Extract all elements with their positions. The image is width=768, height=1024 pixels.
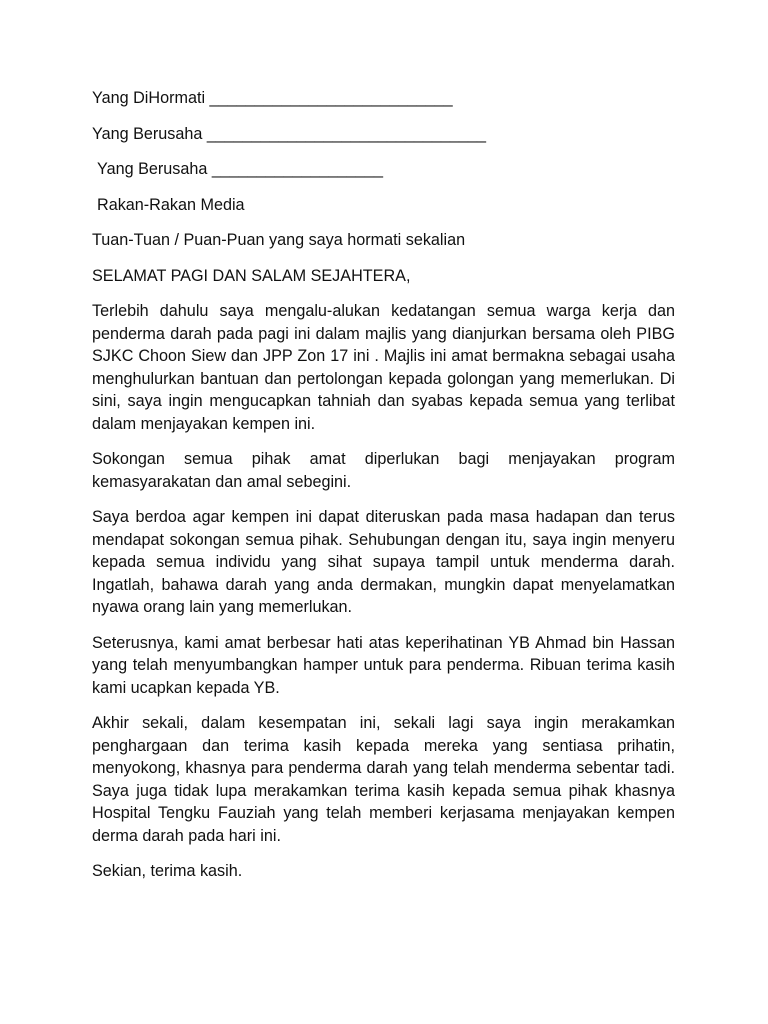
salutation-yang-dihormati: Yang DiHormati ___________________________ — [92, 89, 453, 107]
paragraph-welcome: Terlebih dahulu saya mengalu-alukan kedatangan semua warga kerja dan penderma darah pada pagi ini dalam majlis yang dianjurkan bersama oleh PIBG SJKC Choon Siew dan JPP Zon 17 ini . Majlis ini amat bermakna sebagai usaha menghulurkan bantuan dan pertolongan kepada golongan yang memerlukan. Di sini, saya ingin mengucapkan tahniah dan syabas kepada semua yang terlibat dalam menjayakan kempen ini. — [92, 302, 675, 433]
salutation-yang-berusaha-1: Yang Berusaha _______________________________ — [92, 124, 486, 143]
paragraph-support: Sokongan semua pihak amat diperlukan bagi menjayakan program kemasyarakatan dan amal sebegini. — [92, 450, 675, 491]
salutation-tuan-puan: Tuan-Tuan / Puan-Puan yang saya hormati sekalian — [92, 231, 466, 249]
paragraph-closing: Akhir sekali, dalam kesempatan ini, sekali lagi saya ingin merakamkan penghargaan dan terima kasih kepada mereka yang sentiasa prihatin, menyokong, khasnya para penderma darah yang telah menderma sebentar tadi. Saya juga tidak lupa merakamkan terima kasih kepada semua pihak khasnya Hospital Tengku Fauziah yang telah memberi kerjasama menjayakan kempen derma darah pada hari ini. — [92, 714, 675, 845]
paragraph-prayer: Saya berdoa agar kempen ini dapat diteruskan pada masa hadapan dan terus mendapat sokongan semua pihak. Sehubungan dengan itu, saya ingin menyeru kepada semua individu yang sihat supaya tampil untuk menderma darah. Ingatlah, bahawa darah yang anda dermakan, mungkin dapat menyelamatkan nyawa orang lain yang memerlukan. — [92, 508, 675, 616]
salutation-yang-berusaha-2: Yang Berusaha ___________________ — [97, 160, 383, 178]
greeting: SELAMAT PAGI DAN SALAM SEJAHTERA, — [92, 266, 411, 285]
salutation-rakan-media: Rakan-Rakan Media — [97, 195, 245, 214]
paragraph-thanks-yb: Seterusnya, kami amat berbesar hati atas keperihatinan YB Ahmad bin Hassan yang telah menyumbangkan hamper untuk para penderma. Ribuan terima kasih kami ucapkan kepada YB. — [92, 633, 675, 697]
speech-document — [92, 87, 675, 896]
paragraph-sign-off: Sekian, terima kasih. — [92, 862, 243, 880]
